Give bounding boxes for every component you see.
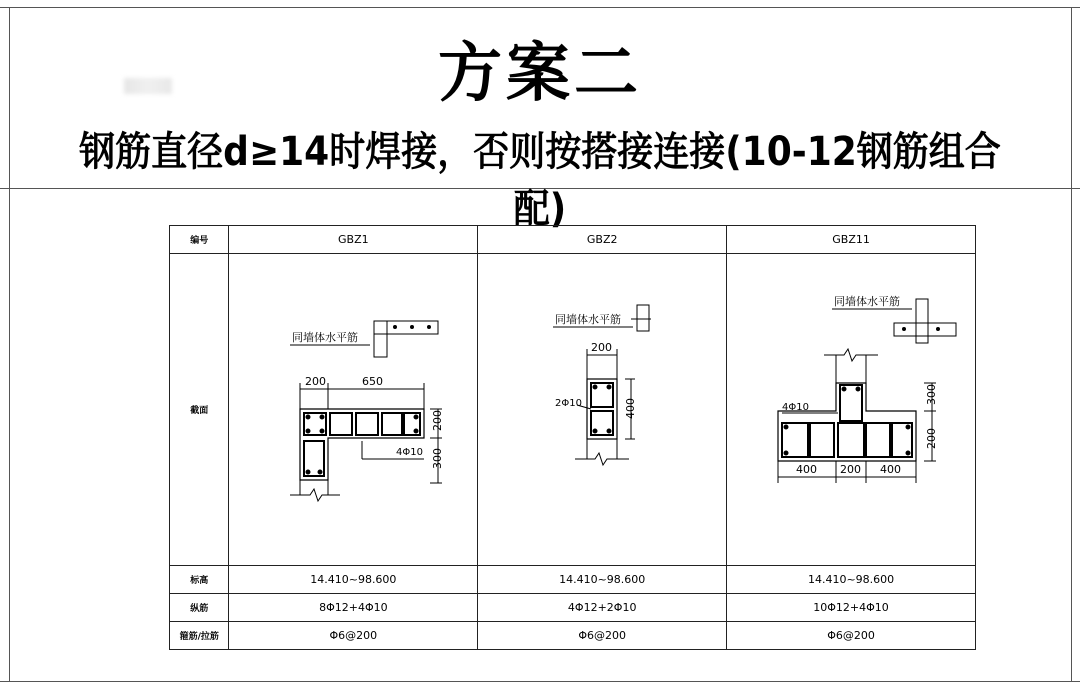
table-row-id	[170, 226, 976, 254]
dim-label-200-vertical: 200	[925, 427, 939, 449]
row-header-id: 编号	[170, 226, 229, 254]
row-header-stirrup: 箍筋/拉筋	[170, 622, 229, 650]
wall-rebar-label: 同墙体水平筋	[555, 312, 622, 326]
section-diagram-gbz2	[479, 255, 725, 565]
page-title: 方案二	[438, 37, 642, 111]
rebar-label: 2Φ10	[555, 397, 583, 409]
stirrup-gbz11: Φ6@200	[727, 622, 976, 650]
dim-label-200: 200	[591, 340, 613, 354]
row-header-elevation: 标高	[170, 566, 229, 594]
dim-label-650: 650	[362, 374, 384, 388]
column-id-gbz11: GBZ11	[727, 226, 976, 254]
rebar-label: 4Φ10	[396, 446, 424, 458]
elevation-gbz11: 14.410~98.600	[727, 566, 976, 594]
section-diagram-gbz1	[230, 255, 476, 565]
longitudinal-gbz11: 10Φ12+4Φ10	[727, 594, 976, 622]
elevation-gbz2: 14.410~98.600	[478, 566, 727, 594]
stirrup-gbz1: Φ6@200	[229, 622, 478, 650]
rebar-label: 4Φ10	[782, 401, 810, 413]
wall-rebar-label: 同墙体水平筋	[834, 294, 901, 308]
page-subtitle: 钢筋直径d≥14时焊接，否则按搭接连接(10-12钢筋组合配)	[79, 129, 1001, 232]
longitudinal-gbz1: 8Φ12+4Φ10	[229, 594, 478, 622]
dim-label-300-vertical: 300	[925, 383, 939, 405]
table-row-stirrup	[170, 622, 976, 650]
row-header-longitudinal: 纵筋	[170, 594, 229, 622]
section-cell-gbz1	[229, 254, 478, 566]
frame-bottom-line	[0, 681, 1080, 682]
table-row-longitudinal	[170, 594, 976, 622]
dim-label-400-right: 400	[880, 462, 902, 476]
frame-top-line	[0, 7, 1080, 8]
dim-label-200: 200	[840, 462, 862, 476]
dim-label-300-vertical: 300	[431, 447, 445, 469]
row-header-section: 截面	[170, 254, 229, 566]
section-diagram-gbz11	[728, 255, 974, 565]
column-id-gbz2: GBZ2	[478, 226, 727, 254]
table-row-section	[170, 254, 976, 566]
wall-rebar-label: 同墙体水平筋	[292, 330, 359, 344]
dim-label-400-vertical: 400	[624, 397, 638, 419]
elevation-gbz1: 14.410~98.600	[229, 566, 478, 594]
stirrup-gbz2: Φ6@200	[478, 622, 727, 650]
section-cell-gbz11	[727, 254, 976, 566]
section-cell-gbz2	[478, 254, 727, 566]
dim-label-200: 200	[305, 374, 327, 388]
column-id-gbz1: GBZ1	[229, 226, 478, 254]
dim-label-400-left: 400	[796, 462, 818, 476]
column-spec-table	[169, 225, 976, 650]
longitudinal-gbz2: 4Φ12+2Φ10	[478, 594, 727, 622]
dim-label-200-vertical: 200	[431, 409, 445, 431]
table-row-elevation	[170, 566, 976, 594]
